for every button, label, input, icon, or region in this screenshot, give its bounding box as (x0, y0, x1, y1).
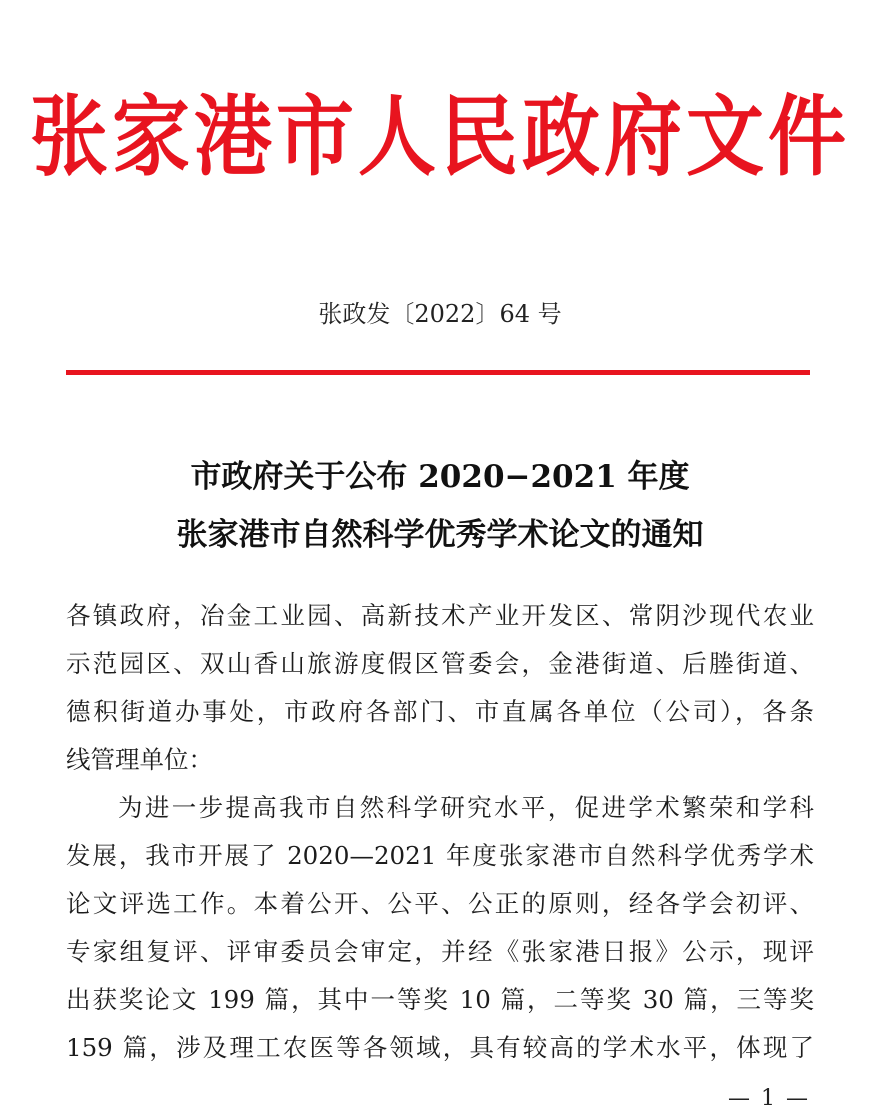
paragraph-1 (66, 784, 814, 1072)
addressee-line: 德积街道办事处，市政府各部门、市直属各单位（公司），各条 (66, 697, 814, 726)
paragraph-line: 159 篇，涉及理工农医等各领域，具有较高的学术水平，体现了 (66, 1033, 814, 1062)
document-number: 张政发〔2022〕64 号 (318, 300, 562, 328)
red-divider-line (66, 370, 810, 375)
title-line-1: 市政府关于公布 2020−2021 年度 (190, 459, 690, 495)
page-number: — 1 — (728, 1086, 810, 1111)
paragraph-line: 论文评选工作。本着公开、公平、公正的原则，经各学会初评、 (66, 889, 814, 918)
title-line-2: 张家港市自然科学优秀学术论文的通知 (176, 517, 704, 553)
paragraph-line: 专家组复评、评审委员会审定，并经《张家港日报》公示，现评 (66, 937, 814, 966)
addressee-block (66, 592, 814, 784)
document-body (66, 592, 814, 1072)
paragraph-line: 为进一步提高我市自然科学研究水平，促进学术繁荣和学科 (118, 793, 814, 822)
addressee-line: 线管理单位： (66, 745, 213, 774)
addressee-line: 各镇政府，冶金工业园、高新技术产业开发区、常阴沙现代农业 (66, 601, 814, 630)
paragraph-line: 出获奖论文 199 篇，其中一等奖 10 篇，二等奖 30 篇，三等奖 (66, 985, 814, 1014)
addressee-line: 示范园区、双山香山旅游度假区管委会，金港街道、后塍街道、 (66, 649, 814, 678)
paragraph-line: 发展，我市开展了 2020—2021 年度张家港市自然科学优秀学术 (66, 841, 814, 870)
document-title (0, 448, 880, 564)
document-masthead: 张家港市人民政府文件 (29, 87, 850, 189)
